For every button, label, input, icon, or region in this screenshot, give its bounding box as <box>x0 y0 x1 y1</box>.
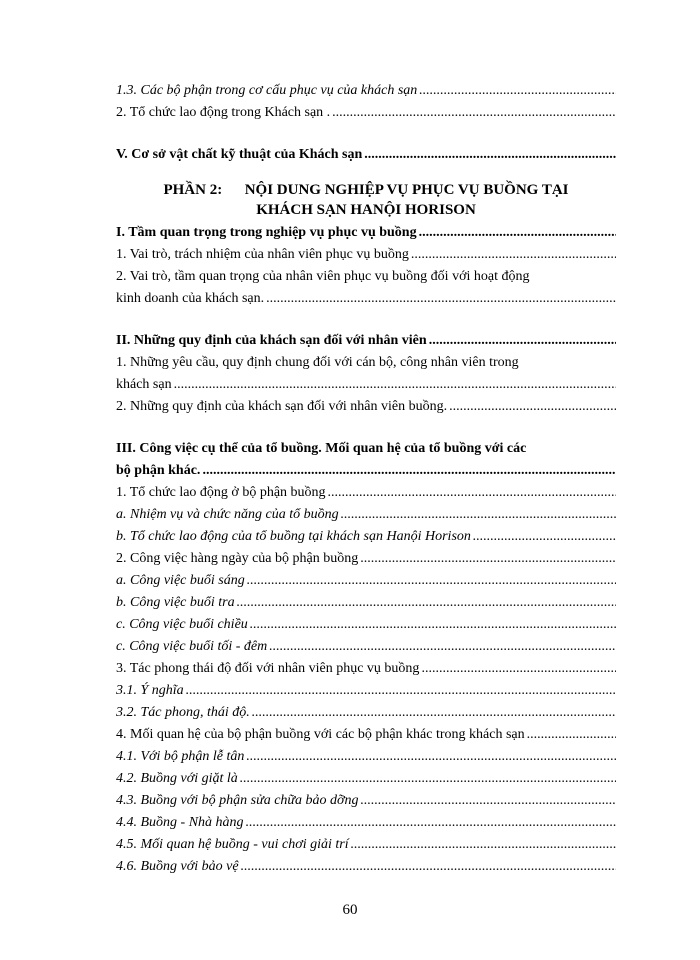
dot-leader <box>360 548 616 570</box>
toc-entry-text: b. Công việc buổi tra <box>116 595 235 610</box>
dot-leader <box>341 504 616 526</box>
dot-leader <box>473 526 616 548</box>
toc-entry-text: II. Những quy định của khách sạn đối với nhân viên <box>116 333 427 348</box>
toc-entry <box>116 244 616 266</box>
toc-entry-text: 2. Tổ chức lao động trong Khách sạn . <box>116 105 331 120</box>
toc-entry <box>116 102 616 124</box>
toc-entry <box>116 548 616 570</box>
dot-leader <box>186 680 616 702</box>
dot-leader <box>527 724 616 746</box>
toc-entry-continuation <box>116 288 616 310</box>
dot-leader <box>202 460 616 482</box>
page-number: 60 <box>342 902 358 918</box>
toc-entry <box>116 790 616 812</box>
dot-leader <box>328 482 616 504</box>
dot-leader <box>332 102 616 124</box>
dot-leader <box>419 80 616 102</box>
toc-entry <box>116 746 616 768</box>
dot-leader <box>246 746 616 768</box>
toc-entry-wrapped: 1. Những yêu cầu, quy định chung đối với cán bộ, công nhân viên trong <box>116 355 519 370</box>
toc-entry-text: a. Nhiệm vụ và chức năng của tổ buồng <box>116 507 339 522</box>
toc-entry-text: 1. Tổ chức lao động ở bộ phận buồng <box>116 485 326 500</box>
toc-entry-text: 3.1. Ý nghĩa <box>116 683 184 698</box>
dot-leader <box>246 812 616 834</box>
dot-leader <box>269 636 616 658</box>
toc-entry-text: 2. Công việc hàng ngày của bộ phận buồng <box>116 551 359 566</box>
toc-section-heading <box>116 222 616 244</box>
toc-entry-text: 3.2. Tác phong, thái độ. <box>116 705 250 720</box>
dot-leader <box>429 330 616 352</box>
dot-leader <box>250 614 616 636</box>
toc-entry <box>116 614 616 636</box>
toc-entry-text: I. Tầm quan trọng trong nghiệp vụ phục vụ buồng <box>116 225 417 240</box>
toc-entry-text: a. Công việc buổi sáng <box>116 573 245 588</box>
toc-entry-text: kinh doanh của khách sạn. <box>116 291 265 306</box>
toc-entry <box>116 482 616 504</box>
toc-entry-text: V. Cơ sở vật chất kỹ thuật của Khách sạn <box>116 147 363 162</box>
dot-leader <box>361 790 616 812</box>
toc-entry <box>116 80 616 102</box>
toc-entry <box>116 812 616 834</box>
dot-leader <box>411 244 616 266</box>
dot-leader <box>419 222 616 244</box>
toc-entry-text: 4.2. Buồng với giặt là <box>116 771 238 786</box>
toc-section-heading-wrapped: III. Công việc cụ thể của tổ buồng. Mối quan hệ của tổ buồng với các <box>116 441 527 456</box>
toc-entry <box>116 724 616 746</box>
dot-leader <box>237 592 616 614</box>
toc-entry <box>116 768 616 790</box>
toc-entry-text: 3. Tác phong thái độ đối với nhân viên phục vụ buồng <box>116 661 420 676</box>
toc-section-heading <box>116 460 616 482</box>
dot-leader <box>241 856 616 878</box>
part-title-line2: KHÁCH SẠN HANỘI HORISON <box>256 202 476 218</box>
dot-leader <box>449 396 616 418</box>
toc-entry-text: 4.1. Với bộ phận lễ tân <box>116 749 245 764</box>
dot-leader <box>421 658 616 680</box>
toc-entry-list <box>116 482 616 878</box>
dot-leader <box>174 374 616 396</box>
part-heading <box>116 180 616 220</box>
toc-entry <box>116 526 616 548</box>
toc-entry-text: bộ phận khác. <box>116 463 201 478</box>
toc-entry-text: b. Tổ chức lao động của tổ buồng tại khách sạn Hanội Horison <box>116 529 471 544</box>
toc-entry <box>116 592 616 614</box>
toc-entry <box>116 570 616 592</box>
part-title-line1: NỘI DUNG NGHIỆP VỤ PHỤC VỤ BUỒNG TẠI <box>244 182 569 198</box>
dot-leader <box>247 570 616 592</box>
toc-entry-wrapped: 2. Vai trò, tầm quan trọng của nhân viên phục vụ buồng đối với hoạt động <box>116 269 530 284</box>
toc-entry-text: 2. Những quy định của khách sạn đối với nhân viên buồng. <box>116 399 448 414</box>
toc-entry-text: 4.6. Buồng với bảo vệ <box>116 859 239 874</box>
toc-entry-text: c. Công việc buổi tối - đêm <box>116 639 268 654</box>
dot-leader <box>240 768 616 790</box>
toc-entry-text: c. Công việc buổi chiều <box>116 617 248 632</box>
part-label: PHẦN 2: <box>163 182 223 198</box>
toc-entry-continuation <box>116 374 616 396</box>
table-of-contents <box>116 80 616 878</box>
toc-entry <box>116 834 616 856</box>
toc-entry-text: 1. Vai trò, trách nhiệm của nhân viên phục vụ buồng <box>116 247 409 262</box>
toc-section-heading <box>116 144 616 166</box>
toc-entry-text: 4.5. Mối quan hệ buồng - vui chơi giải trí <box>116 837 349 852</box>
toc-entry <box>116 658 616 680</box>
toc-entry-text: khách sạn <box>116 377 172 392</box>
toc-entry-text: 4. Mối quan hệ của bộ phận buồng với các bộ phận khác trong khách sạn <box>116 727 525 742</box>
toc-entry <box>116 702 616 724</box>
dot-leader <box>364 144 616 166</box>
toc-section-heading <box>116 330 616 352</box>
toc-entry-text: 4.4. Buồng - Nhà hàng <box>116 815 244 830</box>
toc-entry <box>116 396 616 418</box>
toc-entry <box>116 636 616 658</box>
toc-entry <box>116 856 616 878</box>
toc-entry <box>116 680 616 702</box>
toc-entry <box>116 504 616 526</box>
toc-entry-text: 1.3. Các bộ phận trong cơ cấu phục vụ của khách sạn <box>116 83 418 98</box>
dot-leader <box>351 834 616 856</box>
dot-leader <box>252 702 616 724</box>
dot-leader <box>266 288 616 310</box>
toc-entry-text: 4.3. Buồng với bộ phận sửa chữa bảo dỡng <box>116 793 359 808</box>
